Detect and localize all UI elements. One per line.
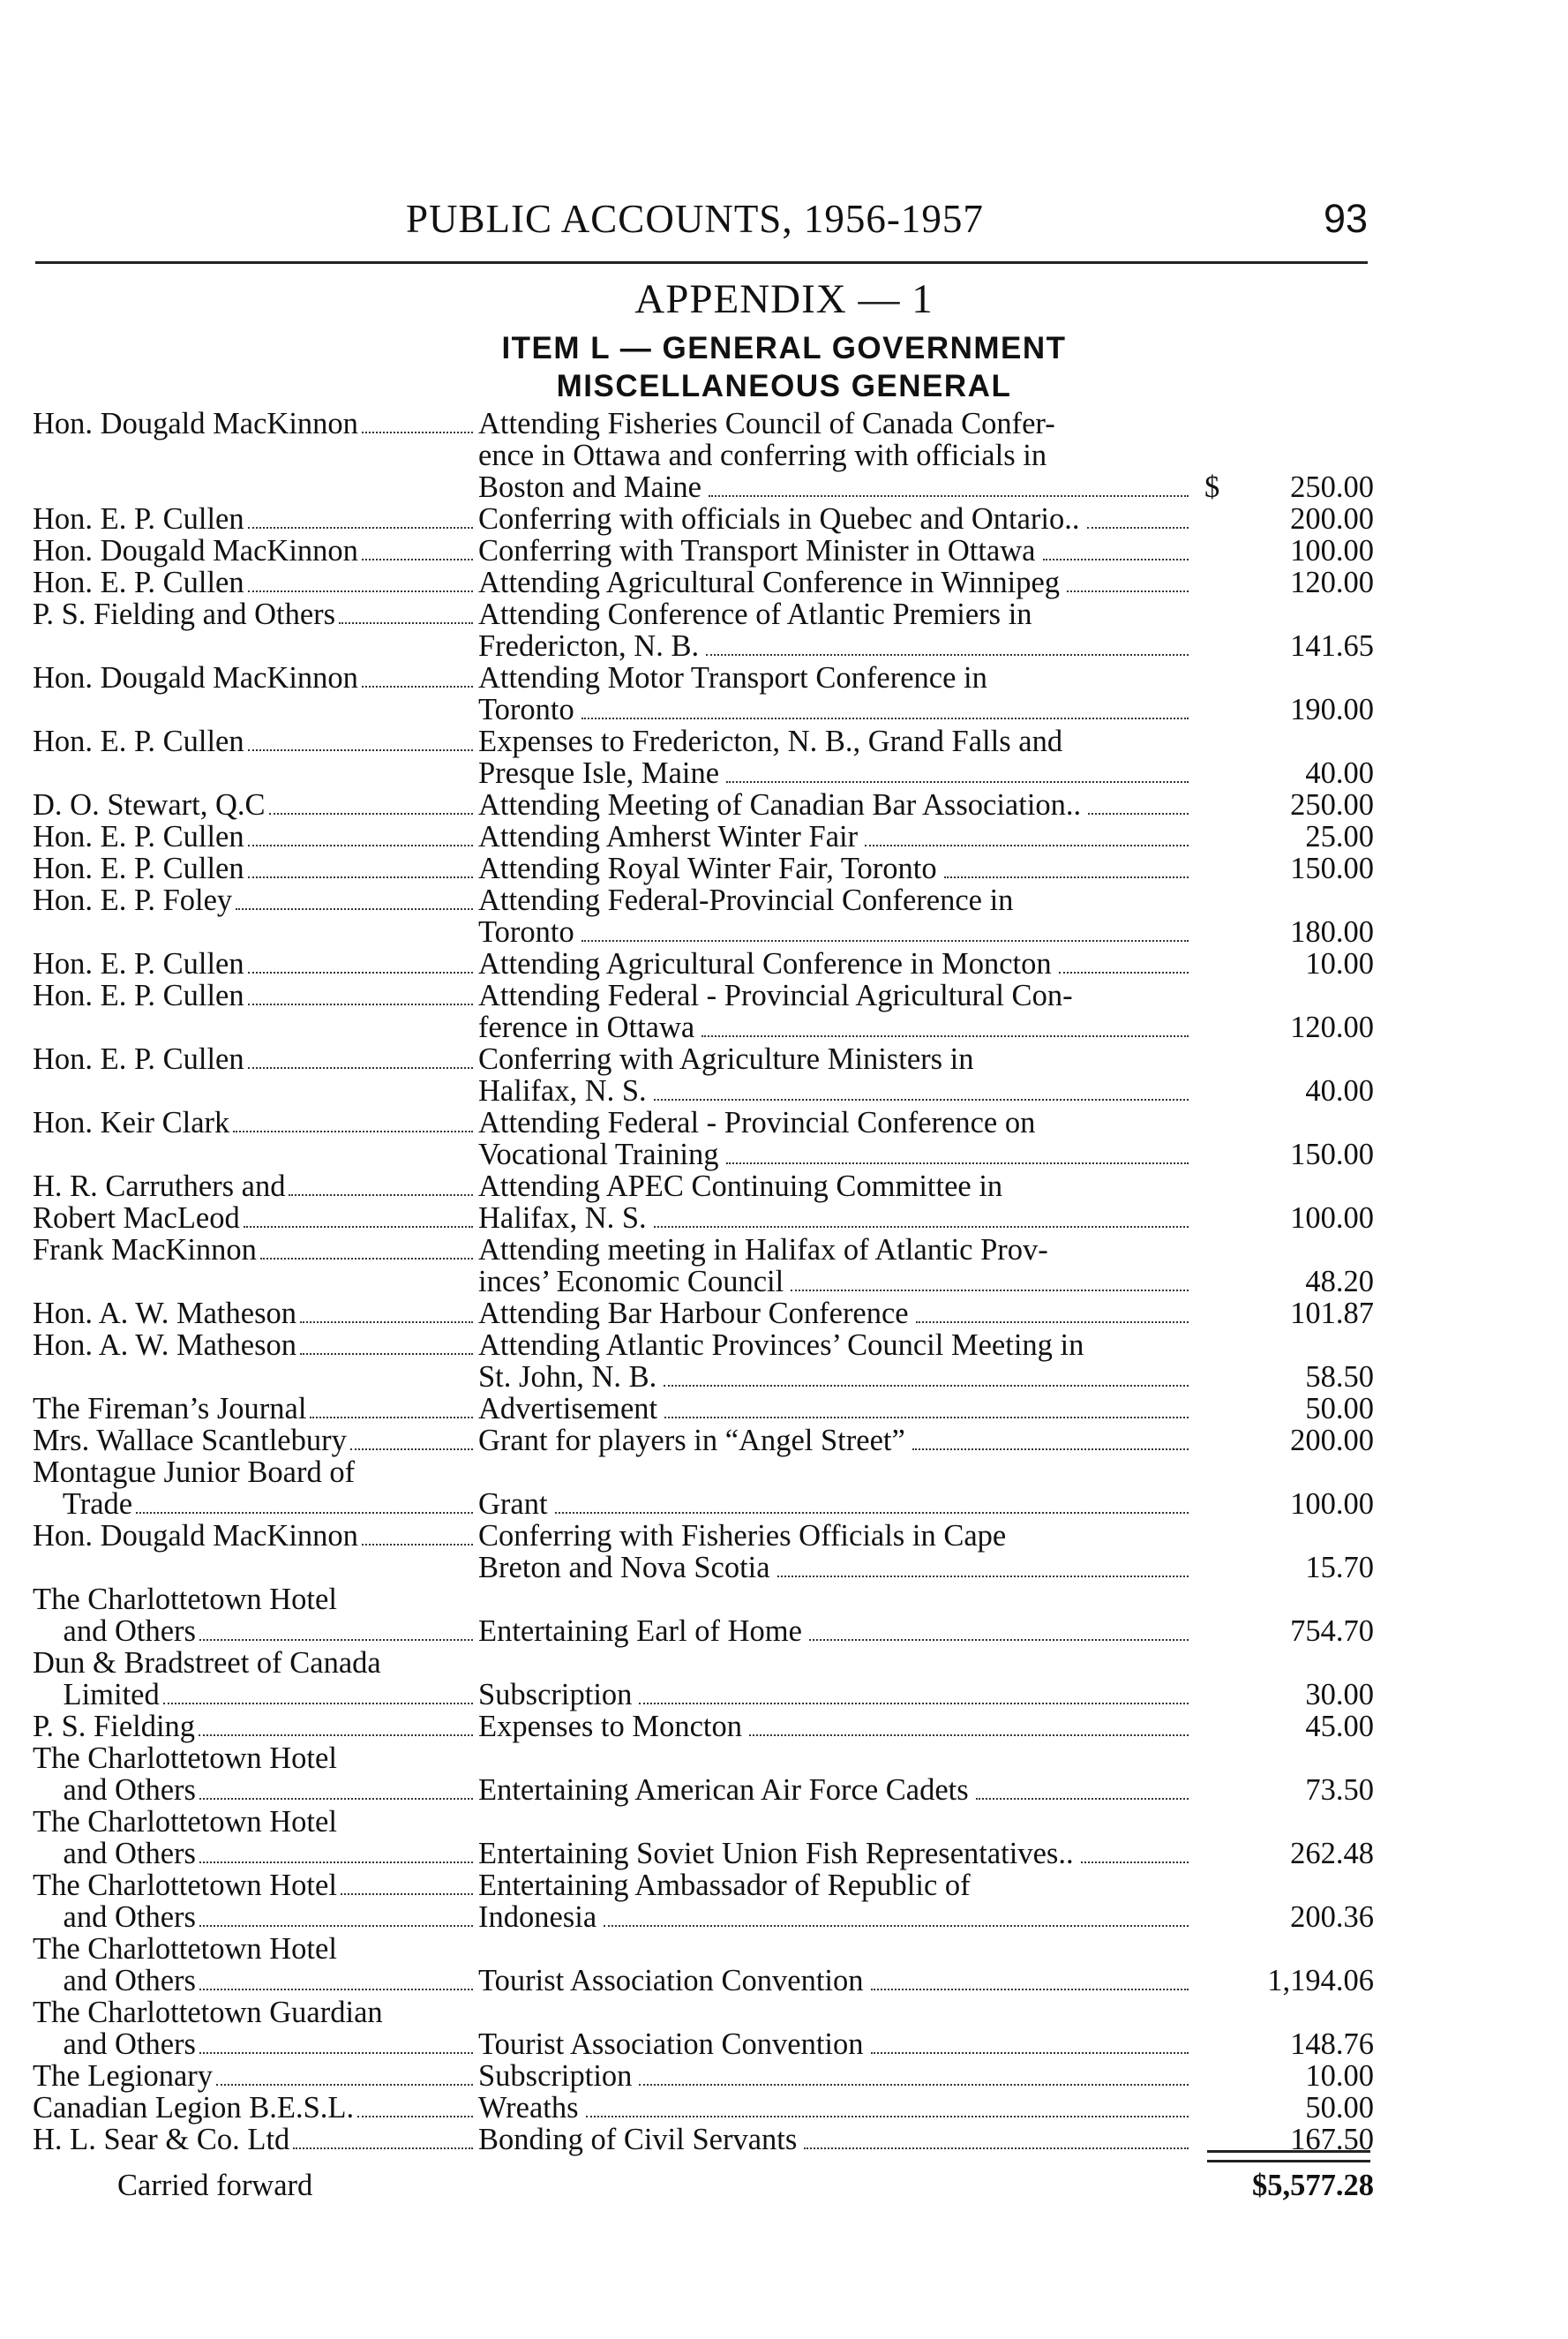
payee-name: Hon. A. W. Matheson	[33, 1297, 297, 1330]
payee-leader	[269, 813, 473, 815]
table-row	[33, 853, 1374, 884]
table-row	[33, 1742, 1374, 1774]
payee-name: Hon. E. P. Cullen	[33, 820, 244, 854]
payee-name: and Others	[33, 1964, 196, 1997]
amount: 73.50	[1305, 1773, 1374, 1807]
amount: 180.00	[1290, 915, 1374, 949]
payee-leader	[216, 2084, 473, 2086]
expense-description: Wreaths	[478, 2091, 579, 2125]
table-row	[33, 1774, 1374, 1806]
amount-leader	[555, 1512, 1189, 1514]
payee-leader	[310, 1417, 473, 1418]
amount-leader	[701, 1035, 1189, 1037]
payee-name: Hon. E. P. Cullen	[33, 502, 244, 536]
amount-leader	[804, 2147, 1189, 2149]
expense-description: ference in Ottawa	[478, 1011, 695, 1044]
amount-leader	[777, 1576, 1189, 1577]
expense-description: Attending Conference of Atlantic Premiers in	[478, 598, 1032, 631]
table-row	[33, 1583, 1374, 1615]
expense-description: St. John, N. B.	[478, 1360, 657, 1394]
payee-leader	[248, 845, 473, 846]
payee-name: and Others	[33, 2027, 196, 2061]
expense-description: Entertaining American Air Force Cadets	[478, 1773, 969, 1807]
payee-name: Trade	[33, 1487, 133, 1521]
payee-name: Mrs. Wallace Scantlebury	[33, 1424, 347, 1457]
table-row	[33, 1965, 1374, 1997]
amount: 250.00	[1290, 470, 1374, 504]
amount: 167.50	[1290, 2123, 1374, 2156]
payee-leader	[357, 2116, 473, 2117]
amount-leader	[664, 1385, 1189, 1387]
amount: 262.48	[1290, 1837, 1374, 1870]
table-row	[33, 1997, 1374, 2028]
expense-description: Attending Meeting of Canadian Bar Association..	[478, 788, 1082, 822]
amount: 50.00	[1305, 1392, 1374, 1425]
amount-leader	[709, 495, 1189, 497]
amount: 10.00	[1305, 2059, 1374, 2093]
table-row	[33, 1425, 1374, 1456]
table-row	[33, 1297, 1374, 1329]
payee-name: Hon. E. P. Cullen	[33, 979, 244, 1012]
amount: 200.00	[1290, 502, 1374, 536]
table-row	[33, 1329, 1374, 1361]
expense-description: Boston and Maine	[478, 470, 701, 504]
payee-name: Hon. Dougald MacKinnon	[33, 661, 358, 695]
payee-name: Hon. E. P. Cullen	[33, 947, 244, 981]
amount-leader	[586, 2116, 1189, 2117]
payee-leader	[199, 1989, 473, 1990]
payee-name: and Others	[33, 1837, 196, 1870]
amount-leader	[749, 1734, 1189, 1736]
payee-leader	[300, 1321, 473, 1323]
expense-description: ence in Ottawa and conferring with officials in	[478, 439, 1047, 472]
expense-description: Vocational Training	[478, 1138, 719, 1171]
amount-leader	[654, 1226, 1189, 1228]
table-row	[33, 567, 1374, 598]
currency-symbol: $	[1204, 470, 1220, 504]
payee-name: Hon. A. W. Matheson	[33, 1328, 297, 1362]
payee-name: The Charlottetown Hotel	[33, 1583, 337, 1616]
expense-description: Conferring with Agriculture Ministers in	[478, 1042, 974, 1076]
payee-leader	[350, 1448, 473, 1450]
table-row	[33, 1234, 1374, 1266]
payee-name: The Legionary	[33, 2059, 214, 2093]
table-row	[33, 1901, 1374, 1933]
expense-description: Entertaining Ambassador of Republic of	[478, 1869, 971, 1902]
amount-leader	[944, 876, 1189, 878]
expense-description: Attending Agricultural Conference in Moncton	[478, 947, 1052, 981]
amount-leader	[871, 1989, 1189, 1990]
payee-name: and Others	[33, 1773, 196, 1807]
table-row	[33, 1869, 1374, 1901]
table-row	[33, 1615, 1374, 1647]
payee-name: Hon. E. P. Foley	[33, 884, 233, 917]
carried-forward-label: Carried forward	[117, 2169, 313, 2202]
expense-description: Presque Isle, Maine	[478, 756, 720, 790]
amount-leader	[726, 781, 1189, 783]
table-row	[33, 662, 1374, 694]
payee-leader	[199, 2052, 473, 2054]
payee-leader	[362, 686, 473, 688]
amount: 100.00	[1290, 1201, 1374, 1235]
payee-name: H. R. Carruthers and	[33, 1170, 286, 1203]
payee-name: The Charlottetown Hotel	[33, 1869, 337, 1902]
expense-description: Attending Motor Transport Conference in	[478, 661, 987, 695]
table-row	[33, 1107, 1374, 1139]
amount: 10.00	[1305, 947, 1374, 981]
amount-leader	[865, 845, 1189, 846]
payee-name: Dun & Bradstreet of Canada	[33, 1646, 381, 1680]
table-row	[33, 980, 1374, 1012]
appendix-heading: APPENDIX — 1	[634, 276, 934, 322]
amount: 40.00	[1305, 756, 1374, 790]
table-row	[33, 2124, 1374, 2155]
amount: 58.50	[1305, 1360, 1374, 1394]
carried-forward-row	[33, 2168, 1374, 2203]
expense-description: Advertisement	[478, 1392, 658, 1425]
expense-description: Breton and Nova Scotia	[478, 1551, 770, 1584]
table-row	[33, 471, 1374, 503]
amount: 250.00	[1290, 788, 1374, 822]
amount-leader	[604, 1925, 1189, 1927]
payee-name: Montague Junior Board of	[33, 1455, 356, 1489]
expense-description: Halifax, N. S.	[478, 1201, 647, 1235]
expense-description: Tourist Association Convention	[478, 1964, 864, 1997]
payee-name: Hon. E. P. Cullen	[33, 725, 244, 758]
payee-name: The Charlottetown Hotel	[33, 1741, 337, 1775]
expense-description: Indonesia	[478, 1900, 597, 1934]
expense-description: Attending Federal-Provincial Conference in	[478, 884, 1014, 917]
amount-leader	[809, 1639, 1189, 1641]
payee-name: Hon. Dougald MacKinnon	[33, 1519, 358, 1553]
amount-leader	[871, 2052, 1189, 2054]
amount: 25.00	[1305, 820, 1374, 854]
payee-leader	[244, 1226, 473, 1228]
page-header	[35, 196, 1368, 258]
amount: 101.87	[1290, 1297, 1374, 1330]
expense-description: Attending Fisheries Council of Canada Confer-	[478, 407, 1055, 440]
payee-leader	[293, 2147, 473, 2149]
table-row	[33, 2060, 1374, 2092]
amount-leader	[1043, 559, 1189, 560]
payee-leader	[199, 1639, 473, 1641]
amount-leader	[581, 940, 1189, 942]
table-row	[33, 1043, 1374, 1075]
amount-leader	[1088, 813, 1189, 815]
section-heading: ITEM L — GENERAL GOVERNMENT	[501, 331, 1067, 365]
amount-leader	[664, 1417, 1189, 1418]
amount: 100.00	[1290, 534, 1374, 568]
payee-leader	[163, 1703, 473, 1704]
payee-name: Hon. Dougald MacKinnon	[33, 407, 358, 440]
payee-leader	[248, 749, 473, 751]
amount-leader	[654, 1099, 1189, 1101]
amount: 1,194.06	[1267, 1964, 1374, 1997]
amount: 150.00	[1290, 852, 1374, 885]
payee-leader	[248, 527, 473, 529]
expense-description: Conferring with Fisheries Officials in Cape	[478, 1519, 1007, 1553]
amount: 200.00	[1290, 1424, 1374, 1457]
payee-name: D. O. Stewart, Q.C	[33, 788, 266, 822]
amount: 100.00	[1290, 1487, 1374, 1521]
amount-leader	[639, 2084, 1189, 2086]
table-row	[33, 757, 1374, 789]
payee-name: P. S. Fielding	[33, 1710, 196, 1743]
table-row	[33, 2092, 1374, 2124]
amount-leader	[791, 1290, 1189, 1291]
expense-description: Attending Royal Winter Fair, Toronto	[478, 852, 937, 885]
payee-leader	[248, 1067, 473, 1069]
payee-leader	[233, 1131, 473, 1132]
table-row	[33, 884, 1374, 916]
table-row	[33, 726, 1374, 757]
table-row	[33, 1711, 1374, 1742]
amount: 48.20	[1305, 1265, 1374, 1298]
total-rule	[1207, 2150, 1370, 2162]
payee-name: P. S. Fielding and Others	[33, 598, 336, 631]
payee-name: The Fireman’s Journal	[33, 1392, 307, 1425]
expense-description: Attending Bar Harbour Conference	[478, 1297, 909, 1330]
expense-description: Entertaining Soviet Union Fish Representatives..	[478, 1837, 1074, 1870]
expense-description: Toronto	[478, 915, 574, 949]
table-row	[33, 440, 1374, 471]
payee-leader	[248, 972, 473, 974]
amount: 200.36	[1290, 1900, 1374, 1934]
table-row	[33, 789, 1374, 821]
payee-leader	[199, 1861, 473, 1863]
table-row	[33, 1806, 1374, 1838]
expense-description: Attending Agricultural Conference in Winnipeg	[478, 566, 1061, 599]
expense-description: Conferring with Transport Minister in Ottawa	[478, 534, 1036, 568]
amount: 15.70	[1305, 1551, 1374, 1584]
payee-name: and Others	[33, 1614, 196, 1648]
expense-description: inces’ Economic Council	[478, 1265, 784, 1298]
expense-description: Attending APEC Continuing Committee in	[478, 1170, 1003, 1203]
expense-description: Tourist Association Convention	[478, 2027, 864, 2061]
amount: 45.00	[1305, 1710, 1374, 1743]
expense-description: Entertaining Earl of Home	[478, 1614, 802, 1648]
table-row	[33, 1170, 1374, 1202]
expense-description: Toronto	[478, 693, 574, 726]
expense-description: Grant for players in “Angel Street”	[478, 1424, 905, 1457]
payee-leader	[136, 1512, 473, 1514]
table-row	[33, 1647, 1374, 1679]
payee-name: Hon. E. P. Cullen	[33, 566, 244, 599]
amount-leader	[726, 1162, 1189, 1164]
table-row	[33, 535, 1374, 567]
table-row	[33, 1361, 1374, 1393]
payee-leader	[300, 1353, 473, 1355]
payee-name: The Charlottetown Hotel	[33, 1805, 337, 1839]
amount-leader	[912, 1448, 1189, 1450]
payee-leader	[362, 1544, 473, 1546]
payee-leader	[362, 432, 473, 433]
payee-name: H. L. Sear & Co. Ltd	[33, 2123, 290, 2156]
expense-description: Attending Federal - Provincial Conference on	[478, 1106, 1036, 1139]
amount: 141.65	[1290, 629, 1374, 663]
payee-name: Hon. E. P. Cullen	[33, 1042, 244, 1076]
payee-leader	[248, 1004, 473, 1005]
amount-leader	[1087, 527, 1189, 529]
running-title: PUBLIC ACCOUNTS, 1956-1957	[406, 197, 984, 241]
expense-description: Conferring with officials in Quebec and Ontario..	[478, 502, 1080, 536]
payee-leader	[248, 876, 473, 878]
payee-name: Hon. E. P. Cullen	[33, 852, 244, 885]
subsection-heading: MISCELLANEOUS GENERAL	[556, 369, 1012, 403]
table-row	[33, 503, 1374, 535]
amount: 30.00	[1305, 1678, 1374, 1711]
payee-leader	[236, 908, 473, 910]
payee-leader	[362, 559, 473, 560]
amount: 150.00	[1290, 1138, 1374, 1171]
amount: 120.00	[1290, 566, 1374, 599]
payee-leader	[341, 1893, 473, 1895]
table-row	[33, 2028, 1374, 2060]
table-row	[33, 1139, 1374, 1170]
payee-name: The Charlottetown Guardian	[33, 1996, 383, 2029]
payee-name: Hon. Keir Clark	[33, 1106, 230, 1139]
table-row	[33, 1075, 1374, 1107]
table-row	[33, 598, 1374, 630]
expense-description: Expenses to Fredericton, N. B., Grand Falls and	[478, 725, 1063, 758]
amount: 754.70	[1290, 1614, 1374, 1648]
table-row	[33, 694, 1374, 726]
expense-description: Halifax, N. S.	[478, 1074, 647, 1108]
expense-description: Fredericton, N. B.	[478, 629, 700, 663]
payee-name: Frank MacKinnon	[33, 1233, 257, 1267]
payee-leader	[260, 1258, 473, 1260]
expense-description: Expenses to Moncton	[478, 1710, 742, 1743]
expense-description: Subscription	[478, 2059, 633, 2093]
expense-description: Attending Federal - Provincial Agricultural Con-	[478, 979, 1073, 1012]
payee-name: The Charlottetown Hotel	[33, 1932, 337, 1966]
payee-leader	[199, 1925, 473, 1927]
payee-name: and Others	[33, 1900, 196, 1934]
amount: 50.00	[1305, 2091, 1374, 2125]
payee-name: Robert MacLeod	[33, 1201, 240, 1235]
amount-leader	[976, 1798, 1189, 1800]
table-row	[33, 1266, 1374, 1297]
table-row	[33, 821, 1374, 853]
expense-list	[33, 408, 1374, 2155]
amount: 40.00	[1305, 1074, 1374, 1108]
expense-description: Bonding of Civil Servants	[478, 2123, 798, 2156]
amount-leader	[581, 718, 1189, 719]
expense-description: Attending meeting in Halifax of Atlantic Prov-	[478, 1233, 1048, 1267]
payee-leader	[248, 590, 473, 592]
amount: 148.76	[1290, 2027, 1374, 2061]
payee-name: Limited	[33, 1678, 160, 1711]
carried-forward-amount: $5,577.28	[1252, 2169, 1374, 2202]
payee-leader	[289, 1194, 473, 1196]
table-row	[33, 408, 1374, 440]
table-row	[33, 1933, 1374, 1965]
header-rule	[35, 261, 1368, 264]
table-row	[33, 1393, 1374, 1425]
table-row	[33, 948, 1374, 980]
expense-description: Grant	[478, 1487, 548, 1521]
amount-leader	[1059, 972, 1189, 974]
payee-leader	[339, 622, 473, 624]
amount-leader	[639, 1703, 1189, 1704]
amount-leader	[706, 654, 1189, 656]
amount: 190.00	[1290, 693, 1374, 726]
table-row	[33, 1488, 1374, 1520]
amount-leader	[1081, 1861, 1189, 1863]
expense-description: Attending Atlantic Provinces’ Council Meeting in	[478, 1328, 1084, 1362]
table-row	[33, 1456, 1374, 1488]
table-row	[33, 1012, 1374, 1043]
table-row	[33, 1679, 1374, 1711]
expense-description: Subscription	[478, 1678, 633, 1711]
payee-leader	[199, 1734, 473, 1736]
expense-description: Attending Amherst Winter Fair	[478, 820, 859, 854]
table-row	[33, 1202, 1374, 1234]
payee-leader	[199, 1798, 473, 1800]
payee-name: Canadian Legion B.E.S.L.	[33, 2091, 355, 2125]
amount: 120.00	[1290, 1011, 1374, 1044]
amount-leader	[916, 1321, 1189, 1323]
payee-name: Hon. Dougald MacKinnon	[33, 534, 358, 568]
page-number: 93	[1323, 196, 1368, 241]
table-row	[33, 1552, 1374, 1583]
amount-leader	[1067, 590, 1189, 592]
table-row	[33, 916, 1374, 948]
table-row	[33, 1520, 1374, 1552]
table-row	[33, 1838, 1374, 1869]
table-row	[33, 630, 1374, 662]
